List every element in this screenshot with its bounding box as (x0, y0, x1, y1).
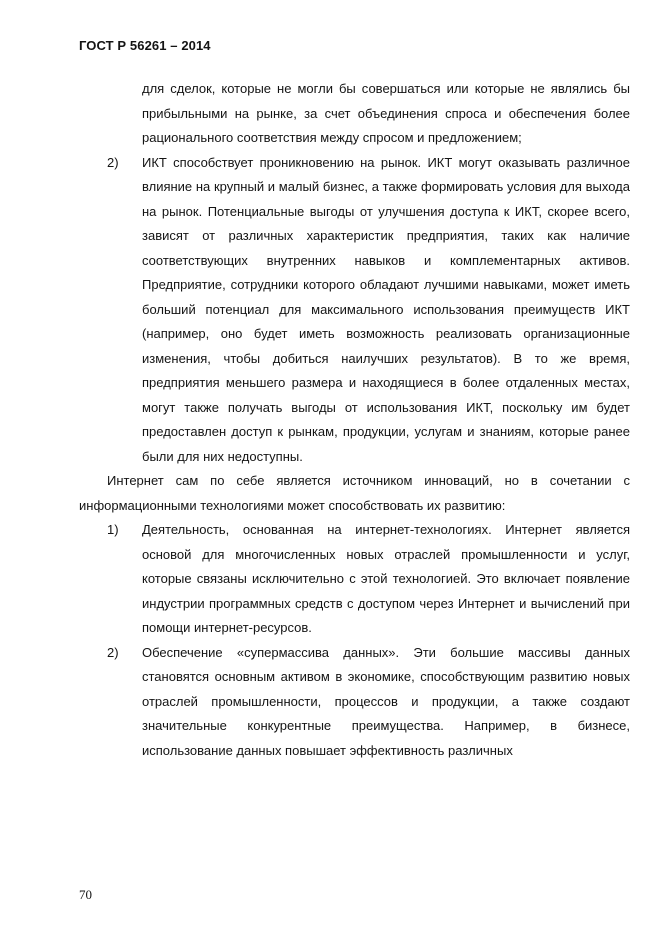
page-number: 70 (79, 887, 92, 902)
paragraph: Интернет сам по себе является источником инноваций, но в сочетании с информационными технологиями может способствовать их развитию: (79, 473, 630, 513)
standard-header: ГОСТ Р 56261 – 2014 (79, 38, 211, 53)
list-item-number: 2) (107, 154, 119, 170)
list-item-text: Деятельность, основанная на интернет-технологиях. Интернет является основой для многочисленных новых отраслей промышленности и услуг, которые связаны исключительно с этой технологией. Это включает появление индустрии программных средств с доступом через Интернет и вычислений при помощи интернет-ресурсов. (142, 522, 630, 635)
list-item (79, 641, 630, 764)
list-item-number: 1) (107, 522, 119, 537)
list-item (79, 518, 630, 641)
continuation-text: для сделок, которые не могли бы совершаться или которые не являлись бы прибыльными на рынке, за счет объединения спроса и обеспечения более рационального соответствия между спросом и предложением; (142, 81, 630, 145)
body-text (79, 77, 630, 763)
list-item-number: 2) (107, 644, 119, 660)
list-item-text: Обеспечение «супермассива данных». Эти большие массивы данных становятся основным активом в экономике, способствующим развитию новых отраслей промышленности, процессов и продукции, а также создают значительные конкурентные преимущества. Например, в бизнесе, использование данных повышает эффективность различных (142, 644, 630, 758)
list-item-text: ИКТ способствует проникновению на рынок. ИКТ могут оказывать различное влияние на крупный и малый бизнес, а также формировать условия для выхода на рынок. Потенциальные выгоды от улучшения доступа к ИКТ, скорее всего, зависят от различных характеристик предприятия, таких как наличие соответствующих внутренних навыков и комплементарных активов. Предприятие, сотрудники которого обладают лучшими навыками, может иметь больший потенциал для максимального использования преимуществ ИКТ (например, оно будет иметь возможность реализовать организационные изменения, чтобы добиться наилучших результатов). В то же время, предприятия меньшего размера и находящиеся в более отдаленных местах, могут также получать выгоды от использования ИКТ, поскольку им будет предоставлен доступ к рынкам, продукции, услугам и знаниям, которые ранее были для них недоступны. (142, 154, 630, 464)
list-item (79, 151, 630, 470)
